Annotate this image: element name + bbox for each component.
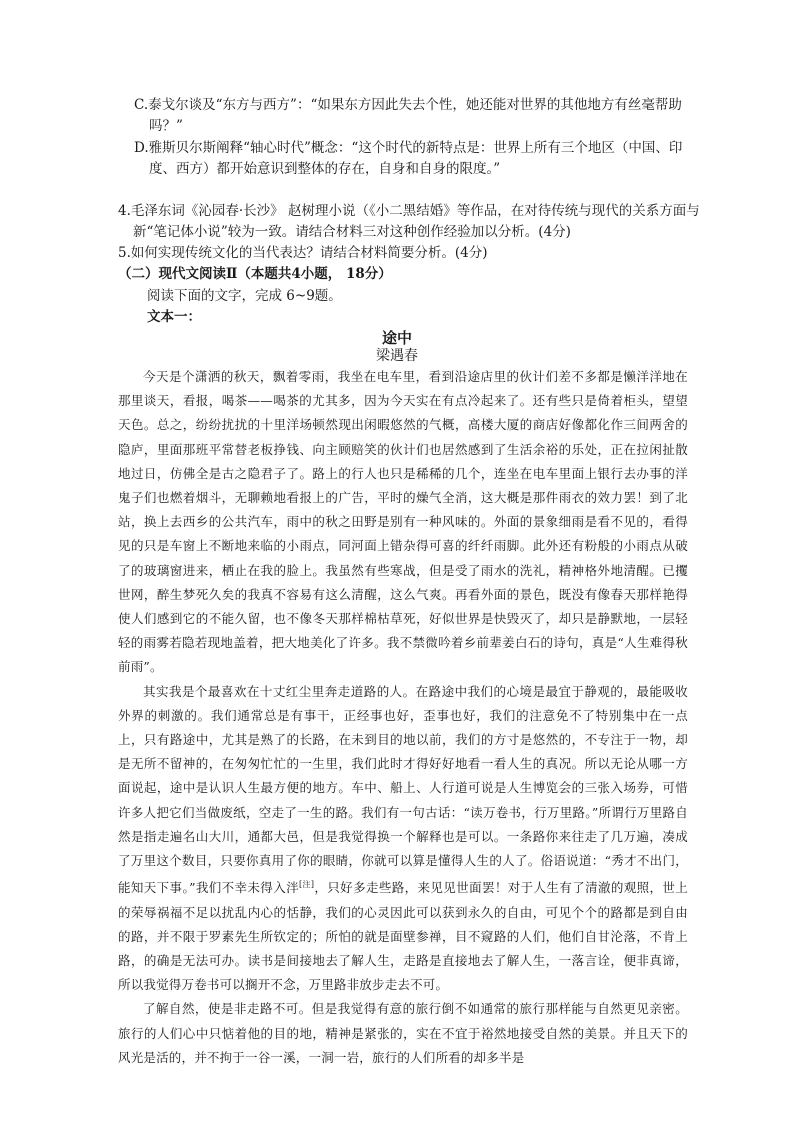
option-c: C.泰戈尔谈及“东方与西方”：“如果东方因此失去个性，她还能对世界的其他地方有丝毫帮助吗？” <box>134 97 682 134</box>
section-instruction: 阅读下面的文字，完成 6~9题。 <box>147 288 342 304</box>
article-author: 梁遇春 <box>376 348 418 364</box>
paragraph-1: 今天是个潇洒的秋天，飘着零雨，我坐在电车里，看到沿途店里的伙计们差不多都是懒洋洋地在那里谈天，看报，喝茶——喝茶的尤其多，因为今天实在有点冷起来了。还有些只是倚着柜头，望望天色。总之，纷纷扰扰的十里洋场顿然现出闲暇悠然的气概，高楼大厦的商店好像都化作三间两舍的隐庐，里面那班平常替老板挣钱、向主顾赔笑的伙计们也居然感到了生活余裕的乐处，正在拉闲扯散地过日，仿佛全是古之隐君子了。路上的行人也只是稀稀的几个，连坐在电车里面上银行去办事的洋鬼子们也燃着烟斗，无聊赖地看报上的广告，平时的燥气全消，这大概是那件雨衣的效力罢！到了北站，换上去西乡的公共汽车，雨中的秋之田野是别有一种风味的。外面的景象细雨是看不见的，看得见的只是车窗上不断地来临的小雨点，同河面上错杂得可喜的纤纤雨脚。此外还有粉般的小雨点从破了的玻璃窗进来，栖止在我的脸上。我虽然有些寒战，但是受了雨水的洗礼，精神格外地清醒。已攫世网，醉生梦死久矣的我真不容易有这么清醒，这么气爽。再看外面的景色，既没有像春天那样艳得使人们感到它的不能久留，也不像冬天那样棉枯草死，好似世界是快毁灭了，却只是静默地，一层轻轻的雨雾若隐若现地盖着，把大地美化了许多。我不禁微吟着乡前辈姜白石的诗句，真是“人生难得秋前雨”。 <box>118 369 688 675</box>
article-title: 途中 <box>381 329 412 347</box>
paragraph-2 <box>118 680 688 998</box>
text-label: 文本一： <box>147 309 201 325</box>
footnote-marker: [注] <box>298 880 315 890</box>
paragraph-2-text-b: ，只好多走些路，来见见世面罢！对于人生有了清澈的观照，世上的荣辱祸福不足以扰乱内心的恬静，我们的心灵因此可以获到永久的自由，可见个个的路都是到自由的路，并不限于罗素先生所钦定的；所怕的就是面壁参禅，目不窥路的人们，他们自甘沦落，不肯上路，的确是无法可办。读书是间接地去了解人生，走路是直接地去了解人生，一落言诠，便非真谛，所以我觉得万卷书可以搁开不念，万里路非放步走去不可。 <box>118 880 688 993</box>
option-d: D.雅斯贝尔斯阐释“轴心时代”概念：“这个时代的新特点是：世界上所有三个地区（中国、印度、西方）都开始意识到整体的存在，自身和自身的限度。” <box>134 140 683 177</box>
section-heading: （二）现代文阅读Ⅱ（本题共4小题， 18分） <box>118 266 392 282</box>
paragraph-3: 了解自然，使是非走路不可。但是我觉得有意的旅行倒不如通常的旅行那样能与自然更见亲密。旅行的人们心中只惦着他的目的地，精神是紧张的，实在不宜于裕然地接受自然的美景。并且天下的风光是活的，并不拘于一谷一溪，一洞一岩，旅行的人们所看的却多半是 <box>118 1001 688 1065</box>
paragraph-2-text-a: 其实我是个最喜欢在十丈红尘里奔走道路的人。在路途中我们的心境是最宜于静观的，最能吸收外界的刺激的。我们通常总是有事干，正经事也好，歪事也好，我们的注意免不了特别集中在一点上，只有路途中，尤其是熟了的长路，在未到目的地以前，我们的方寸是悠然的，不专注于一物，却是无所不留神的，在匆匆忙忙的一生里，我们此时才得好好地看一看人生的真况。所以无论从哪一方面说起，途中是认识人生最方便的地方。车中、船上、人行道可说是人生博览会的三张入场券，可惜许多人把它们当做废纸，空走了一生的路。我们有一句古话：“读万卷书，行万里路。”所谓行万里路自然是指走遍名山大川，通都大邑，但是我觉得换一个解释也是可以。一条路你来往走了几万遍，凑成了万里这个数目，只要你真用了你的眼睛，你就可以算是懂得人生的人了。俗语说道：“秀才不出门，能知天下事。”我们不幸未得入泮 <box>118 683 688 896</box>
question-5: 5.如何实现传统文化的当代表达？请结合材料简要分析。(4分) <box>118 245 488 261</box>
article-body <box>118 365 688 1070</box>
question-4: 4.毛泽东词《沁园春·长沙》 赵树理小说（《小二黑结婚》等作品，在对待传统与现代的关系方面与新“笔记体小说”较为一致。请结合材料三对这种创作经验加以分析。(4分) <box>118 203 700 240</box>
